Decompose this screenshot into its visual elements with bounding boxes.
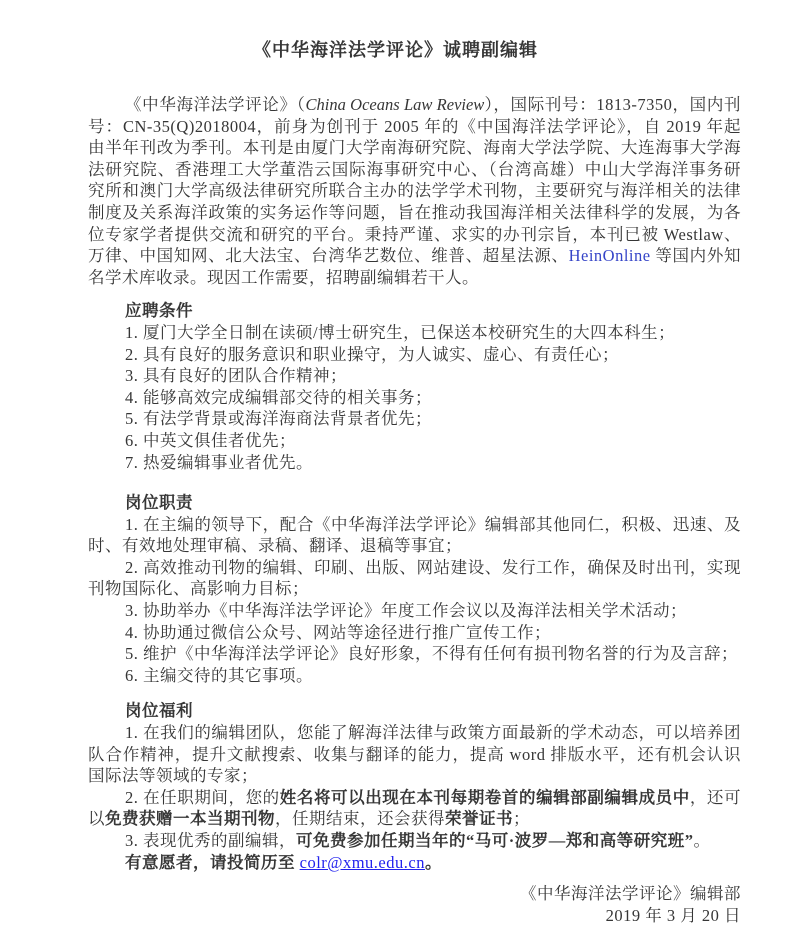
benefit-3-text: 。 [693, 831, 711, 850]
benefit-2-text: 2. 在任职期间，您的 [125, 787, 280, 807]
benefit-2-text: ，还可以 [88, 787, 742, 829]
intro-paragraph [88, 94, 741, 288]
signature-block [88, 883, 741, 926]
condition-item-6: 6. 中英文俱佳者优先； [125, 430, 296, 450]
document-body [0, 94, 791, 926]
page-title: 《中华海洋法学评论》诚聘副编辑 [253, 40, 538, 60]
condition-item-2: 2. 具有良好的服务意识和职业操守，为人诚实、虚心、有责任心； [125, 344, 619, 364]
intro-text-open: 《中华海洋法学评论》（ [125, 95, 306, 114]
benefit-item-2 [88, 787, 741, 830]
duty-item-2: 2. 高效推动刊物的编辑、印刷、出版、网站建设、发行工作，确保及时出刊，实现刊物国际化、高影响力目标； [88, 557, 741, 599]
contact-line [88, 852, 741, 874]
benefit-3-bold-program: 可免费参加任期当年的“马可·波罗—郑和高等研究班” [296, 831, 694, 850]
heinonline-label: HeinOnline [568, 246, 651, 266]
condition-item-5: 5. 有法学背景或海洋海商法背景者优先； [125, 409, 432, 429]
condition-item-7: 7. 热爱编辑事业者优先。 [125, 452, 313, 472]
benefit-2-text: ，任期结束，还会获得 [275, 809, 445, 829]
benefit-2-text: ； [513, 809, 530, 829]
duty-item-6: 6. 主编交待的其它事项。 [125, 665, 313, 685]
benefit-item-1: 1. 在我们的编辑团队，您能了解海洋法律与政策方面最新的学术动态，可以培养团队合作精神，提升文献搜索、收集与翻译的能力，提高 word 排版水平，还有机会认识国际法等领域的专家； [88, 723, 741, 786]
condition-item-1: 1. 厦门大学全日制在读硕/博士研究生，已保送本校研究生的大四本科生； [125, 322, 676, 342]
benefit-2-bold-name: 姓名将可以出现在本刊每期卷首的编辑部副编辑成员中 [279, 787, 690, 807]
benefit-3-text: 3. 表现优秀的副编辑， [125, 831, 296, 850]
condition-item-4: 4. 能够高效完成编辑部交待的相关事务； [125, 387, 432, 407]
signature-org: 《中华海洋法学评论》编辑部 [520, 884, 741, 904]
section-heading-benefits: 岗位福利 [125, 701, 193, 721]
signature-date: 2019 年 3 月 20 日 [605, 905, 741, 925]
contact-prefix: 有意愿者，请投简历至 [125, 852, 300, 872]
email-link[interactable]: colr@xmu.edu.cn [299, 852, 425, 872]
condition-item-3: 3. 具有良好的团队合作精神； [125, 366, 347, 386]
intro-text-mid: ），国际刊号：1813-7350，国内刊号：CN-35(Q)2018004，前身为创刊于 2005 年的《中国海洋法学评论》，自 2019 年起由半年刊改为季刊。本刊是由厦门大学南海研究院、海南大学法学院、大连海事大学海法研究院、香港理工大学董浩云国际海事研究中心、（台湾高雄）中山大学海洋事务研究所和澳门大学高级法律研究所联合主办的法学学术刊物，主要研究与海洋相关的法律制度及关系海洋政策的实务运作等问题，旨在推动我国海洋相关法律科学的发展，为各位专家学者提供交流和研究的平台。秉持严谨、求实的办刊宗旨，本刊已被 Westlaw、万律、中国知网、北大法宝、台湾华艺数位、维普、超星法源、 [88, 95, 742, 266]
section-heading-duties: 岗位职责 [125, 493, 193, 513]
duty-item-1: 1. 在主编的领导下，配合《中华海洋法学评论》编辑部其他同仁，积极、迅速、及时、有效地处理审稿、录稿、翻译、退稿等事宜； [88, 514, 741, 556]
duty-item-3: 3. 协助举办《中华海洋法学评论》年度工作会议以及海洋法相关学术活动； [125, 601, 687, 621]
duty-item-5: 5. 维护《中华海洋法学评论》良好形象，不得有任何有损刊物名誉的行为及言辞； [125, 644, 738, 664]
journal-name-english: China Oceans Law Review [305, 95, 485, 114]
contact-suffix: 。 [424, 852, 442, 872]
duty-item-4: 4. 协助通过微信公众号、网站等途径进行推广宣传工作； [125, 622, 551, 642]
benefit-2-bold-journal: 免费获赠一本当期刊物 [105, 809, 275, 829]
benefit-2-bold-certificate: 荣誉证书 [445, 809, 513, 829]
intro-text-close: 等国内外知名学术库收录。现因工作需要，招聘副编辑若干人。 [88, 246, 742, 287]
benefit-item-3 [88, 830, 741, 852]
section-heading-conditions: 应聘条件 [125, 301, 193, 321]
